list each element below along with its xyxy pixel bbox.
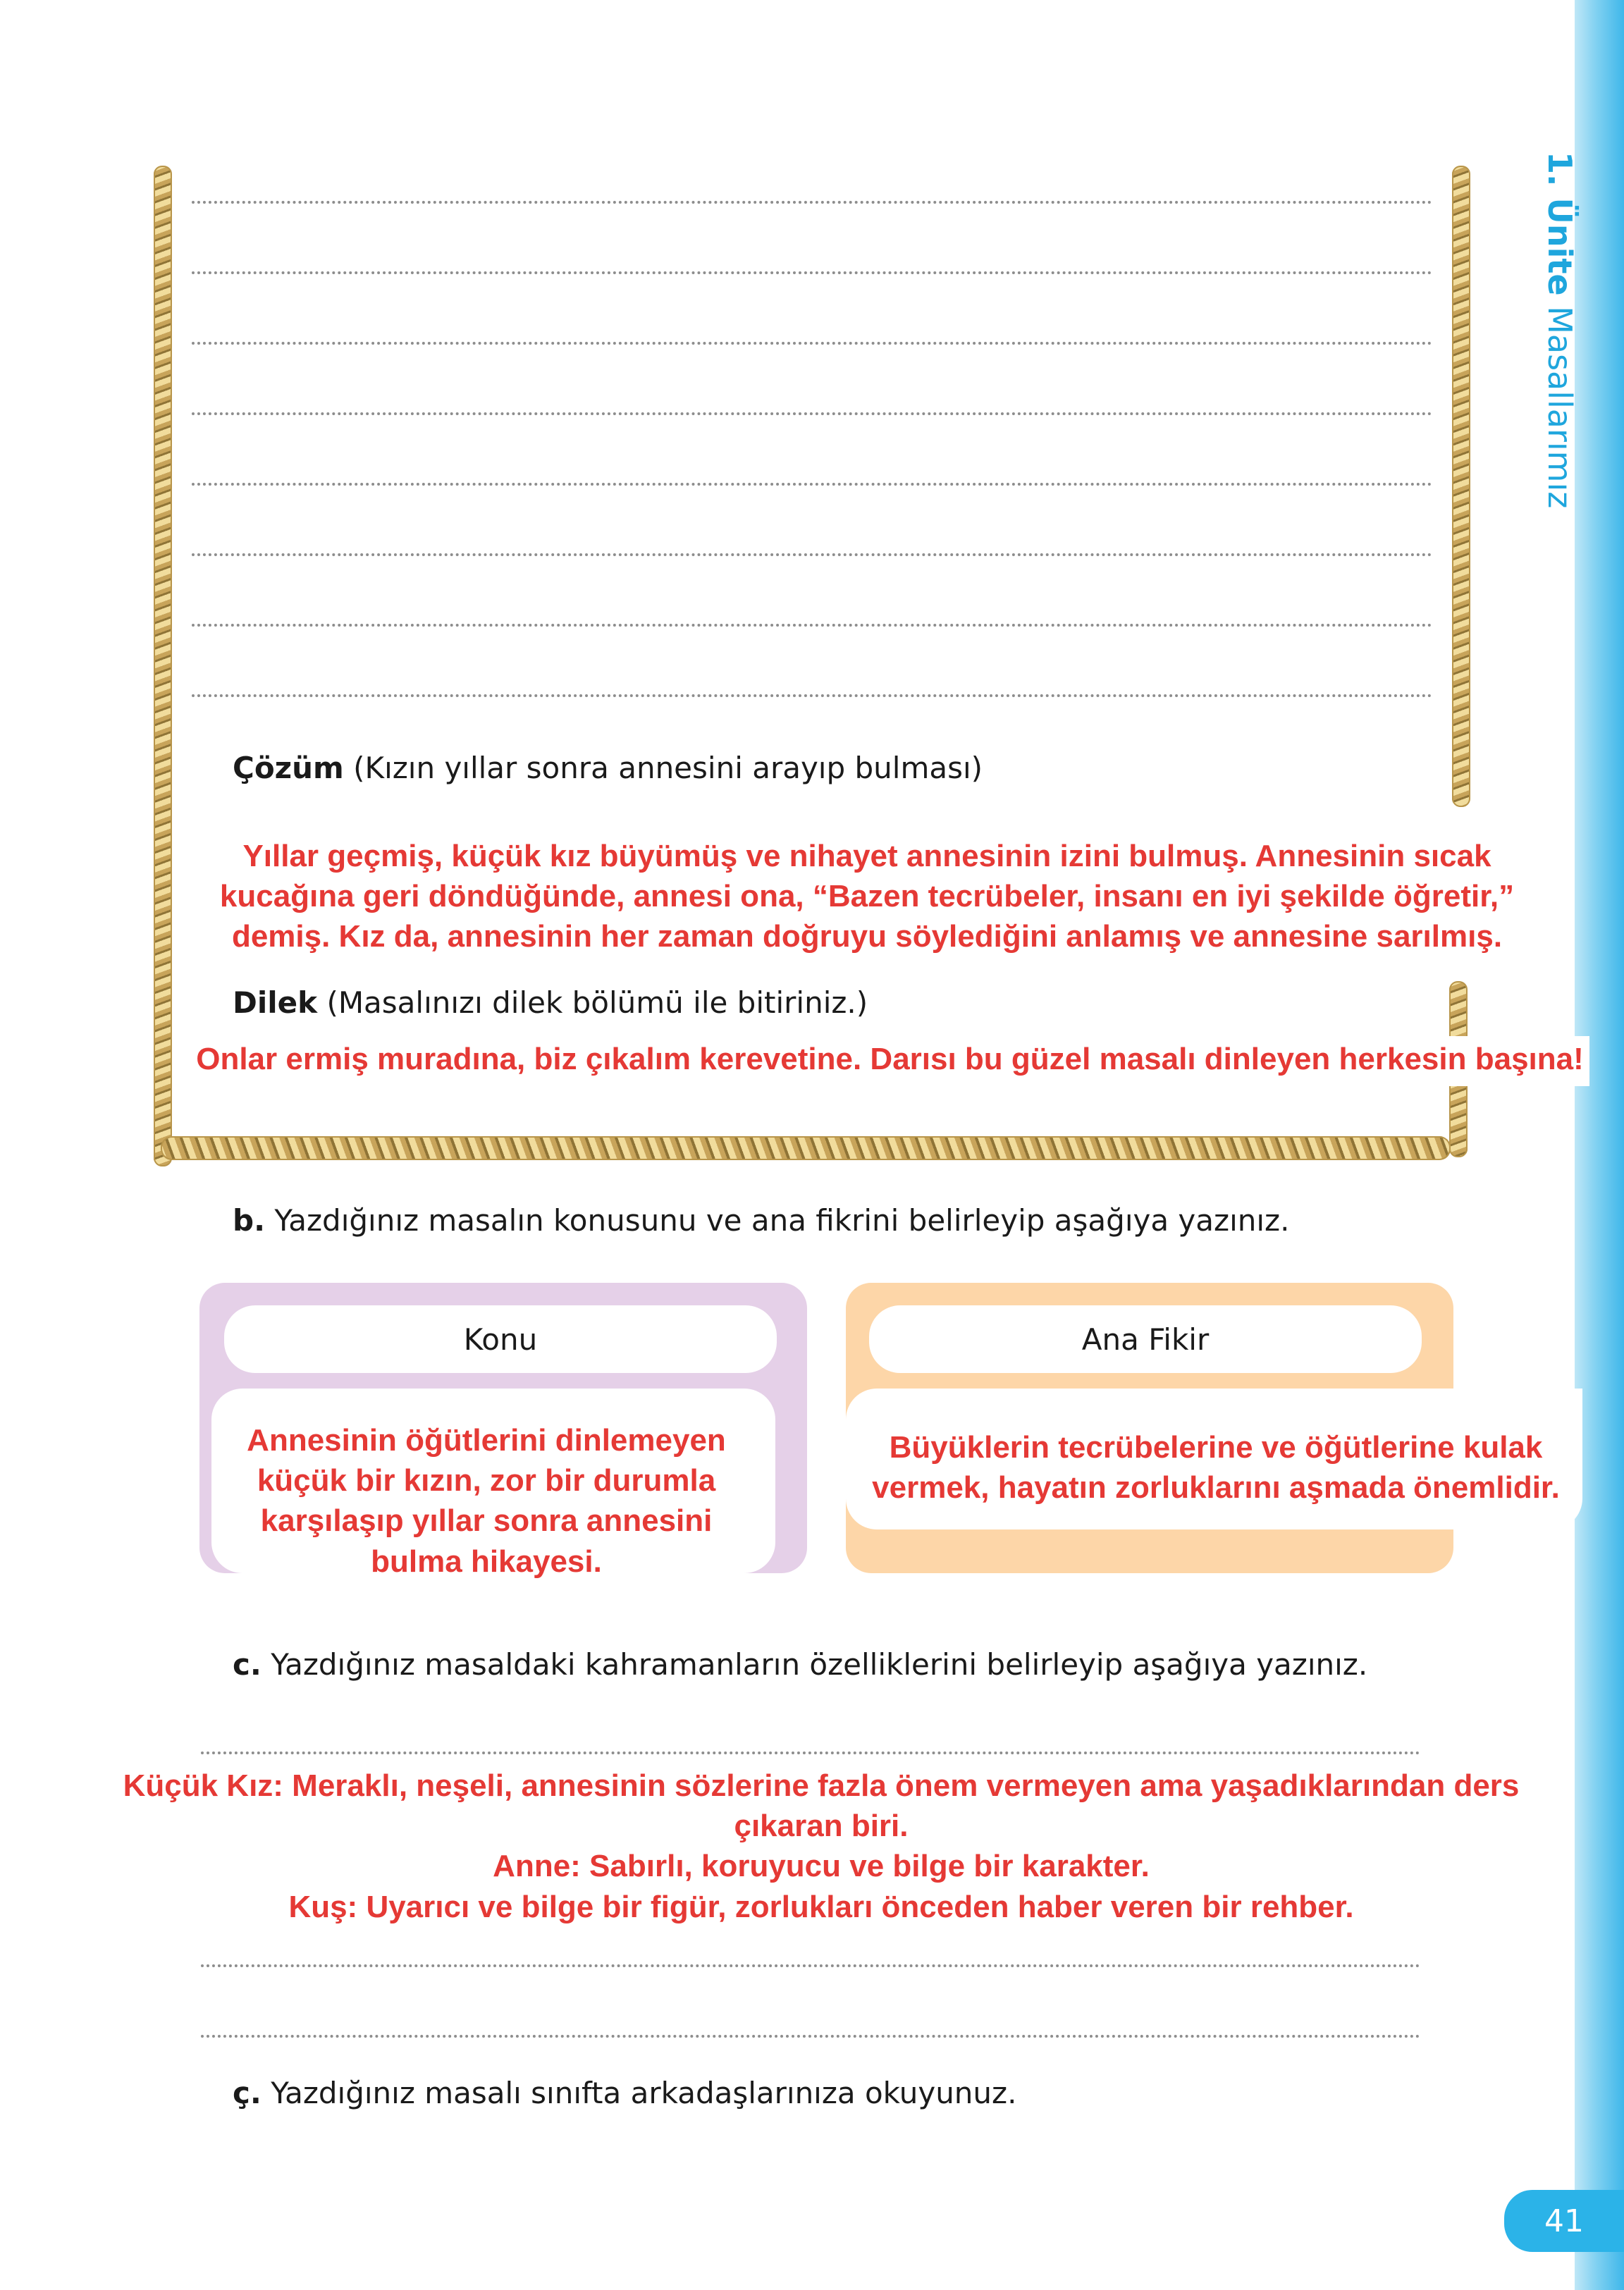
question-cc-text: Yazdığınız masalı sınıfta arkadaşlarınıza okuyunuz.: [271, 2076, 1017, 2110]
cozum-hint: (Kızın yıllar sonra annesini arayıp bulması): [353, 751, 983, 785]
question-c: [233, 1647, 1367, 1682]
question-cc: [233, 2076, 1016, 2110]
cozum-label: Çözüm: [233, 751, 344, 785]
dilek-label-line: [233, 985, 868, 1020]
question-b: [233, 1203, 1289, 1238]
cozum-answer: Yıllar geçmiş, küçük kız büyümüş ve nihayet annesinin izini bulmuş. Annesinin sıcak kucağına geri döndüğünde, annesi ona, “Bazen tecrübeler, insanı en iyi şekilde öğretir,” demiş. Kız da, annesinin her zaman doğruyu söylediğini anlamış ve annesine sarılmış.: [176, 833, 1558, 960]
writing-line: [192, 271, 1432, 274]
rope-left: [154, 166, 172, 1166]
character-answer-mother: Anne: Sabırlı, koruyucu ve bilge bir karakter.: [493, 1849, 1150, 1884]
writing-line: [201, 2035, 1420, 2038]
konu-answer: Annesinin öğütlerini dinlemeyen küçük bir kızın, zor bir durumla karşılaşıp yıllar sonra annesini bulma hikayesi.: [247, 1423, 726, 1579]
question-b-marker: b.: [233, 1203, 266, 1238]
dilek-hint: (Masalınızı dilek bölümü ile bitiriniz.): [326, 985, 868, 1020]
writing-line: [192, 553, 1432, 556]
rope-bottom: [161, 1136, 1451, 1160]
question-b-text: Yazdığınız masalın konusunu ve ana fikrini belirleyip aşağıya yazınız.: [274, 1203, 1290, 1238]
konu-title: Konu: [224, 1305, 777, 1373]
character-answer-girl: Küçük Kız: Meraklı, neşeli, annesinin sözlerine fazla önem vermeyen ama yaşadıklarından ders çıkaran biri.: [123, 1768, 1520, 1844]
ana-fikir-answer: Büyüklerin tecrübelerine ve öğütlerine kulak vermek, hayatın zorluklarını aşmada önemlidir.: [872, 1430, 1560, 1506]
rope-right-upper: [1452, 166, 1470, 807]
writing-line: [201, 1964, 1420, 1967]
dilek-answer: Onlar ermiş muradına, biz çıkalım kerevetine. Darısı bu güzel masalı dinleyen herkesin başına!: [190, 1036, 1589, 1086]
unit-title: Masallarımız: [1541, 306, 1579, 509]
dilek-label: Dilek: [233, 985, 318, 1020]
writing-line: [201, 1752, 1420, 1754]
writing-line: [192, 483, 1432, 486]
unit-number: 1. Ünite: [1541, 152, 1579, 296]
ana-fikir-title: Ana Fikir: [869, 1305, 1422, 1373]
unit-label: [1515, 152, 1579, 786]
question-c-marker: c.: [233, 1647, 262, 1682]
question-c-text: Yazdığınız masaldaki kahramanların özelliklerini belirleyip aşağıya yazınız.: [271, 1647, 1368, 1682]
character-answer-bird: Kuş: Uyarıcı ve bilge bir figür, zorlukları önceden haber veren bir rehber.: [288, 1889, 1354, 1924]
writing-line: [192, 694, 1432, 697]
characters-answer: [120, 1766, 1522, 1927]
page-number: 41: [1504, 2190, 1624, 2252]
writing-line: [192, 412, 1432, 415]
writing-line: [192, 624, 1432, 627]
writing-line: [192, 342, 1432, 345]
cozum-label-line: [233, 751, 983, 785]
writing-line: [192, 201, 1432, 204]
side-band: [1575, 0, 1624, 2290]
question-cc-marker: ç.: [233, 2076, 262, 2110]
